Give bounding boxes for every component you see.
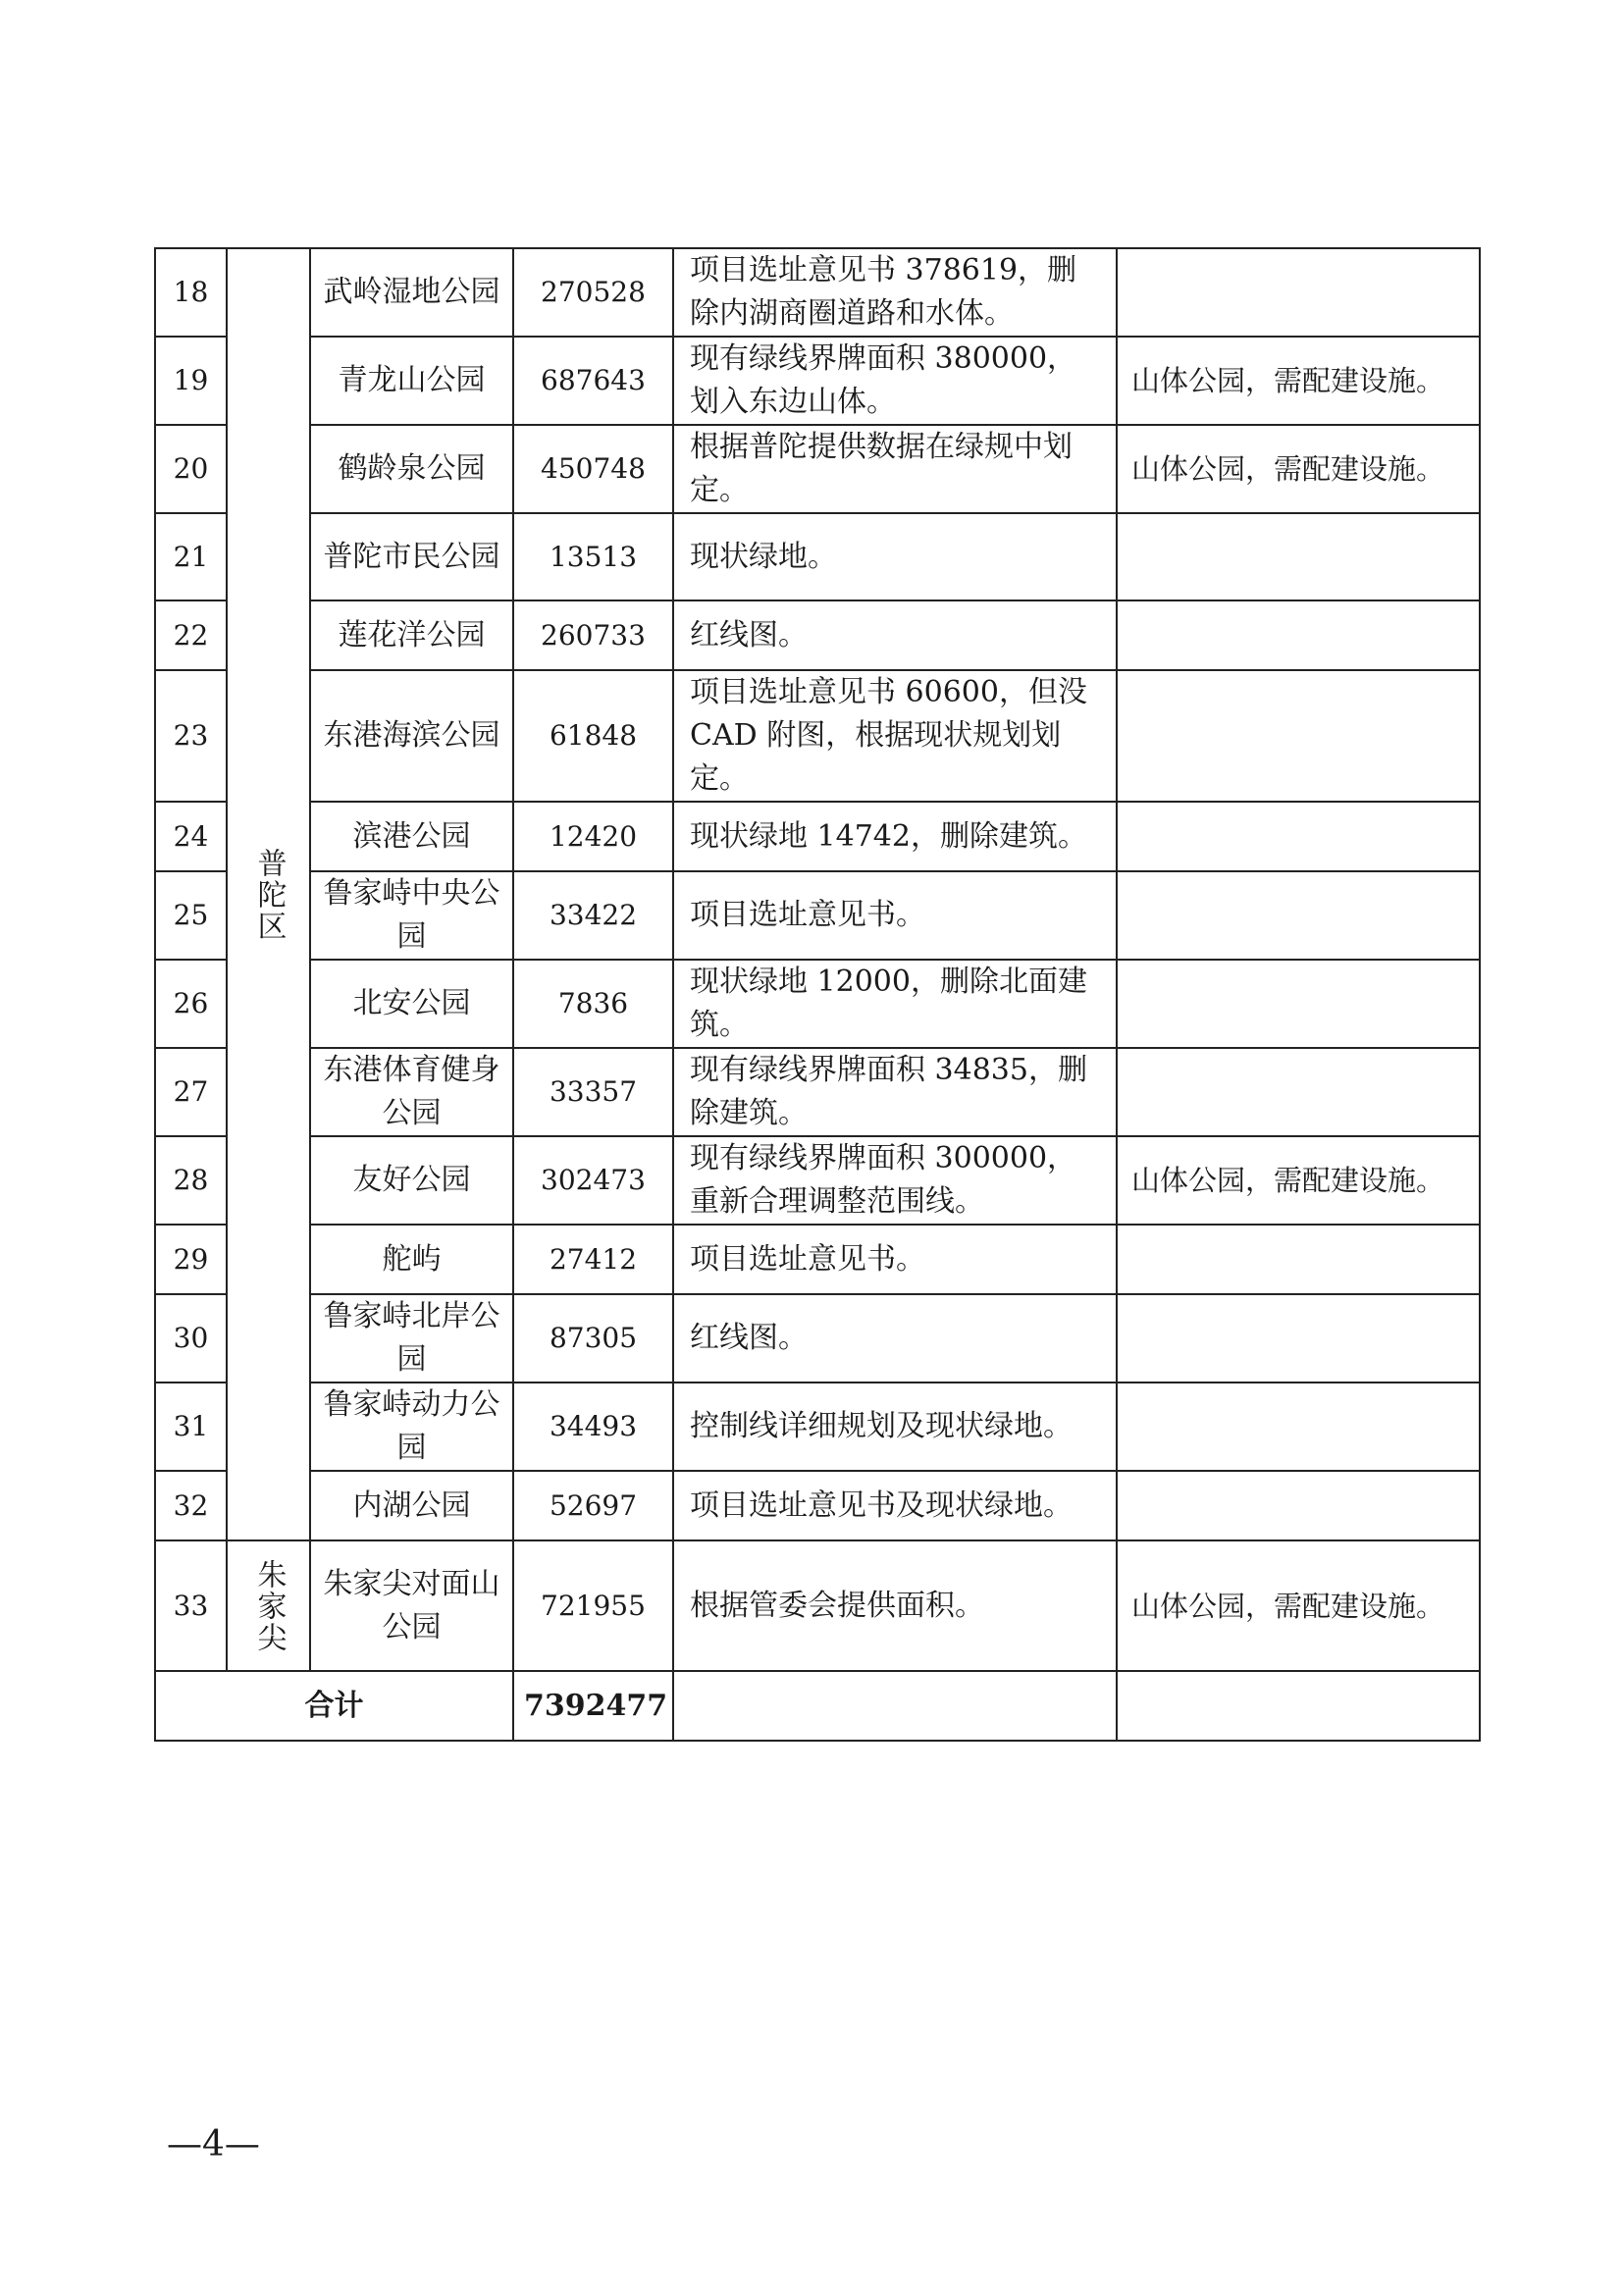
park-area: 260733 [513,600,673,670]
table-row [155,1136,1480,1225]
park-name: 舵屿 [310,1225,513,1294]
table-row [155,1048,1480,1136]
row-number: 21 [155,513,227,600]
table-row [155,802,1480,871]
park-name: 朱家尖对面山公园 [310,1540,513,1671]
row-number: 31 [155,1383,227,1471]
table-row [155,1540,1480,1671]
total-value: 7392477 [513,1671,673,1741]
park-remark: 山体公园，需配建设施。 [1117,425,1480,513]
park-name: 鲁家峙北岸公园 [310,1294,513,1383]
park-note: 根据普陀提供数据在绿规中划定。 [673,425,1117,513]
total-note-empty [673,1671,1117,1741]
row-number: 30 [155,1294,227,1383]
park-area: 450748 [513,425,673,513]
table-row [155,425,1480,513]
row-number: 32 [155,1471,227,1540]
park-remark [1117,1383,1480,1471]
park-area: 27412 [513,1225,673,1294]
park-area: 33422 [513,871,673,960]
park-note: 现状绿地 12000，删除北面建筑。 [673,960,1117,1048]
park-note: 现有绿线界牌面积 300000，重新合理调整范围线。 [673,1136,1117,1225]
park-name: 鲁家峙中央公园 [310,871,513,960]
table-row [155,960,1480,1048]
row-number: 20 [155,425,227,513]
park-note: 现状绿地 14742，删除建筑。 [673,802,1117,871]
row-number: 29 [155,1225,227,1294]
row-number: 25 [155,871,227,960]
park-remark [1117,802,1480,871]
park-area: 302473 [513,1136,673,1225]
park-name: 莲花洋公园 [310,600,513,670]
park-name: 鲁家峙动力公园 [310,1383,513,1471]
table-row [155,670,1480,802]
park-area: 7836 [513,960,673,1048]
row-number: 28 [155,1136,227,1225]
district-zhujiajian: 朱家尖 [227,1540,310,1671]
park-remark [1117,1294,1480,1383]
table-row [155,871,1480,960]
row-number: 33 [155,1540,227,1671]
park-area: 12420 [513,802,673,871]
park-note: 现状绿地。 [673,513,1117,600]
park-note: 项目选址意见书 378619，删除内湖商圈道路和水体。 [673,248,1117,337]
park-remark: 山体公园，需配建设施。 [1117,1136,1480,1225]
park-note: 红线图。 [673,1294,1117,1383]
page-number: —4— [167,2124,260,2165]
park-name: 内湖公园 [310,1471,513,1540]
row-number: 23 [155,670,227,802]
park-area: 34493 [513,1383,673,1471]
row-number: 22 [155,600,227,670]
table-row [155,1225,1480,1294]
table-row [155,1471,1480,1540]
park-note: 项目选址意见书 60600，但没CAD 附图，根据现状规划划定。 [673,670,1117,802]
park-name: 东港海滨公园 [310,670,513,802]
park-area: 721955 [513,1540,673,1671]
park-note: 红线图。 [673,600,1117,670]
row-number: 18 [155,248,227,337]
park-note: 项目选址意见书。 [673,1225,1117,1294]
park-note: 现有绿线界牌面积 380000，划入东边山体。 [673,337,1117,425]
park-remark [1117,513,1480,600]
park-name: 鹤龄泉公园 [310,425,513,513]
park-note: 控制线详细规划及现状绿地。 [673,1383,1117,1471]
row-number: 27 [155,1048,227,1136]
park-area: 13513 [513,513,673,600]
park-note: 现有绿线界牌面积 34835，删除建筑。 [673,1048,1117,1136]
table-row [155,1383,1480,1471]
park-area: 33357 [513,1048,673,1136]
park-area: 87305 [513,1294,673,1383]
table-row [155,248,1480,337]
park-area: 270528 [513,248,673,337]
total-remark-empty [1117,1671,1480,1741]
park-remark [1117,960,1480,1048]
park-note: 项目选址意见书及现状绿地。 [673,1471,1117,1540]
park-remark [1117,670,1480,802]
park-remark [1117,871,1480,960]
table-row [155,337,1480,425]
row-number: 19 [155,337,227,425]
park-remark: 山体公园，需配建设施。 [1117,337,1480,425]
park-remark [1117,1048,1480,1136]
park-name: 友好公园 [310,1136,513,1225]
park-note: 项目选址意见书。 [673,871,1117,960]
table-row [155,600,1480,670]
park-name: 青龙山公园 [310,337,513,425]
park-name: 武岭湿地公园 [310,248,513,337]
row-number: 26 [155,960,227,1048]
total-row [155,1671,1480,1741]
park-remark: 山体公园，需配建设施。 [1117,1540,1480,1671]
park-name: 北安公园 [310,960,513,1048]
row-number: 24 [155,802,227,871]
park-remark [1117,1471,1480,1540]
total-label: 合计 [155,1671,513,1741]
park-remark [1117,600,1480,670]
park-area: 52697 [513,1471,673,1540]
park-area: 687643 [513,337,673,425]
park-table [154,247,1481,1742]
park-name: 普陀市民公园 [310,513,513,600]
park-name: 滨港公园 [310,802,513,871]
park-area: 61848 [513,670,673,802]
park-name: 东港体育健身公园 [310,1048,513,1136]
table-row [155,513,1480,600]
park-remark [1117,1225,1480,1294]
park-remark [1117,248,1480,337]
park-note: 根据管委会提供面积。 [673,1540,1117,1671]
district-putuo: 普陀区 [227,248,310,1540]
table-row [155,1294,1480,1383]
